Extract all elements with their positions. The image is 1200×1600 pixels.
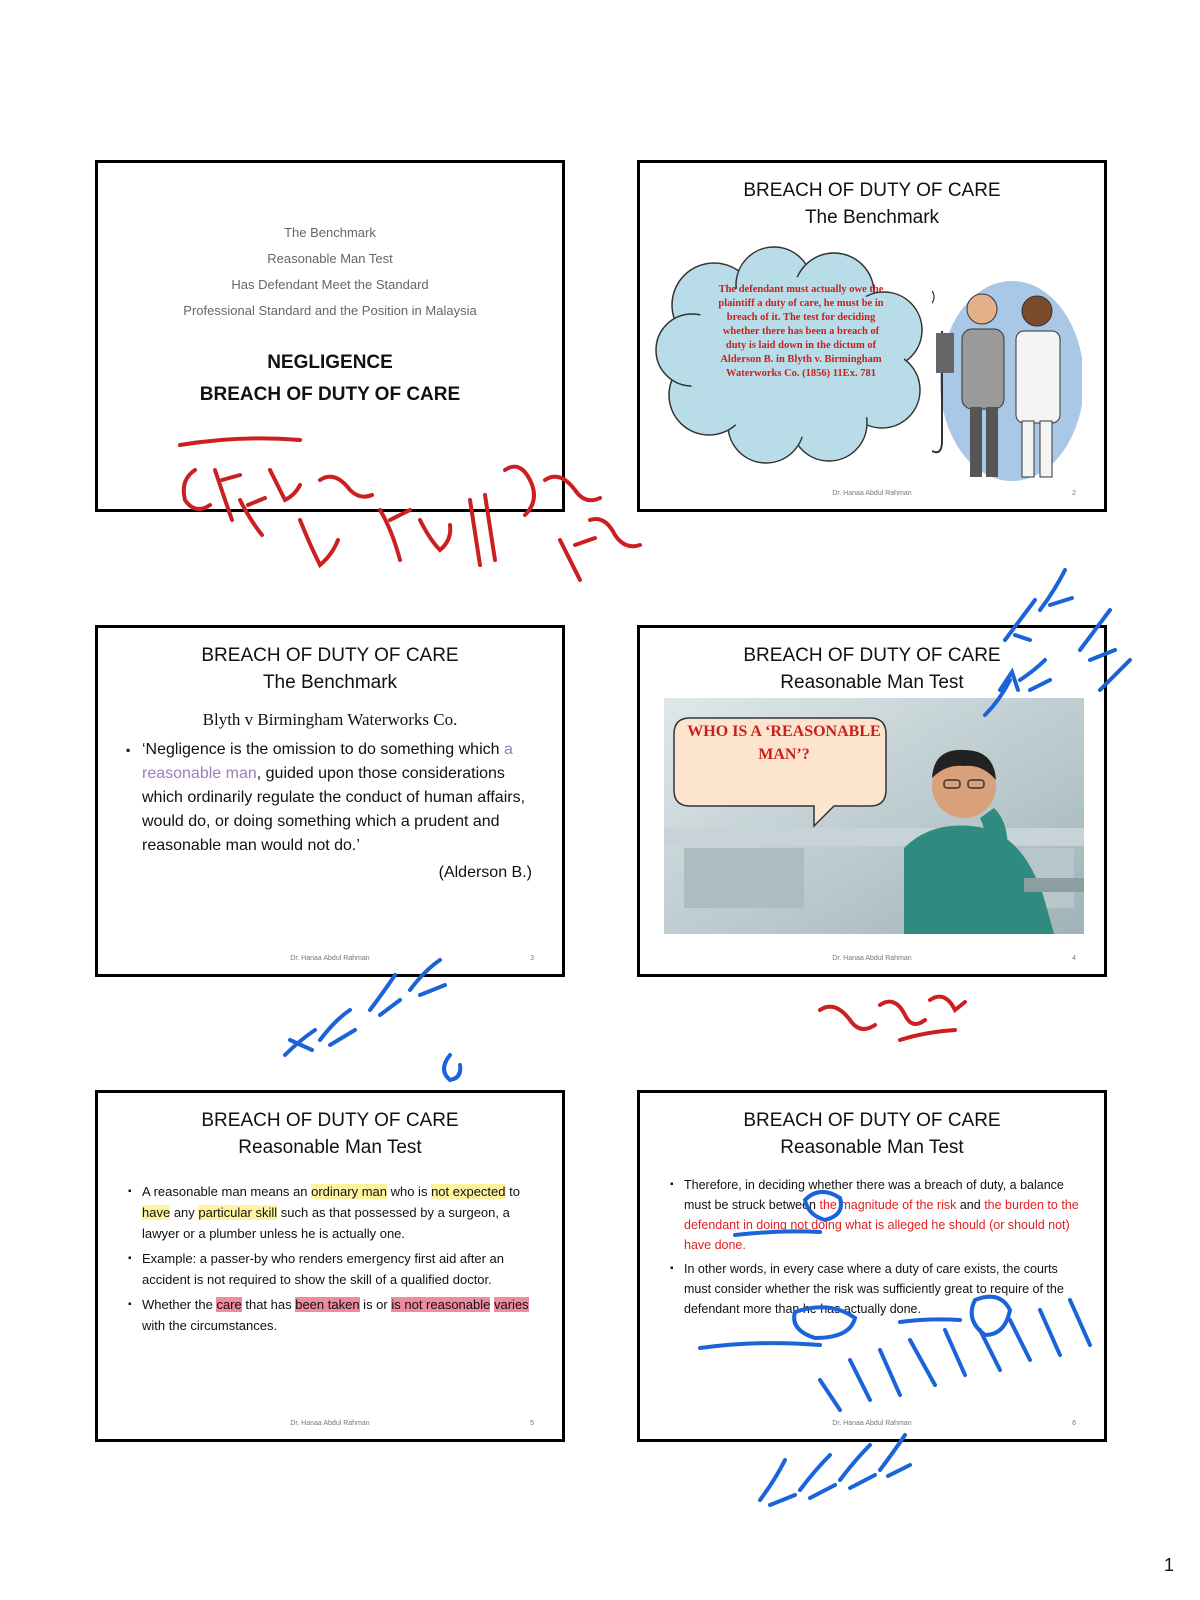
text: Therefore, in deciding whether there was a breach of duty, a balance must be struck between [684,1178,1064,1212]
text: A reasonable man means an [142,1184,312,1199]
bullet-list [128,1181,534,1336]
slide-4 [637,625,1107,977]
bullet-icon: ▪ [128,1186,132,1197]
bullet-icon: ▪ [128,1299,132,1310]
slide-subtitle: The Benchmark [804,207,940,228]
slide-title: BREACH OF DUTY OF CARE [743,645,1001,666]
slide-subtitle: The Benchmark [262,672,398,693]
slide-6 [637,1090,1107,1442]
highlight: varies [494,1297,529,1312]
doctor-patient-illustration [932,271,1082,481]
bullet-icon: ▪ [126,743,131,757]
text: is or [359,1297,392,1312]
text: Example: a passer-by who renders emergency first aid after an accident is not required to show the skill of a qualified doctor. [142,1251,505,1287]
slide-number: 4 [1072,955,1076,962]
highlight: is not reasonable [391,1297,491,1312]
bullet-icon: ▪ [670,1179,674,1190]
cloud-text: The defendant must actually owe the plaintiff a duty of care, he must be in breach of it. The test for deciding whether there has been a breach of duty is laid down in the dictum of Alderson B. in Blyth v. Birmingham Waterworks Co. (1856) 11Ex. 781 [718,284,884,379]
slide-number: 5 [530,1420,534,1427]
quote-text: ‘Negligence is the omission to do something which [142,741,504,758]
slide-title: BREACH OF DUTY OF CARE [743,1110,1001,1131]
slide-footer: Dr. Hanaa Abdul Rahman [290,955,370,962]
slide-footer: Dr. Hanaa Abdul Rahman [832,955,912,962]
text: any [170,1205,199,1220]
speech-bubble-text: WHO IS A ‘REASONABLE MAN’? [687,723,881,763]
slide-5 [95,1090,565,1442]
slide-subtitle: Reasonable Man Test [780,672,964,693]
highlight: ordinary man [311,1184,387,1199]
slide-footer: Dr. Hanaa Abdul Rahman [832,1420,912,1427]
highlight: care [216,1297,242,1312]
text: and [956,1198,985,1212]
bullet-item [670,1259,1082,1319]
bullet-item [128,1181,534,1244]
slide-number: 6 [1072,1420,1076,1427]
bullet-item [128,1248,534,1290]
bullet-icon: ▪ [128,1253,132,1264]
case-name: Blyth v Birmingham Waterworks Co. [202,710,458,729]
quote-attribution: (Alderson B.) [438,864,532,881]
slide-title: BREACH OF DUTY OF CARE [201,645,459,666]
slide-subtitle: Reasonable Man Test [238,1137,422,1158]
bullet-item [670,1175,1082,1255]
slide-subtitle: Reasonable Man Test [780,1137,964,1158]
slide-title: BREACH OF DUTY OF CARE [743,180,1001,201]
slide-1-title [98,347,562,411]
title-line-1: NEGLIGENCE [267,352,393,373]
agenda-list [98,223,562,321]
highlight: particular skill [198,1205,278,1220]
highlight: not expected [431,1184,506,1199]
title-line-2: BREACH OF DUTY OF CARE [199,384,461,405]
agenda-item: Reasonable Man Test [267,251,393,266]
text: to [505,1184,520,1199]
quote-bullet [126,738,536,858]
highlight: been taken [295,1297,360,1312]
text: who is [386,1184,432,1199]
slide-2 [637,160,1107,512]
slide-1 [95,160,565,512]
bullet-list [670,1175,1082,1319]
slide-number: 2 [1072,490,1076,497]
bullet-item [128,1294,534,1336]
text: In other words, in every case where a duty of care exists, the courts must consider whether the risk was sufficiently great to require of the defendant more than he has actually done. [684,1262,1064,1316]
slide-title: BREACH OF DUTY OF CARE [201,1110,459,1131]
text: with the circumstances. [142,1318,278,1333]
text: such as that possessed by a surgeon, a lawyer or a plumber unless he is actually one. [142,1205,510,1241]
quote-highlight: a reasonable man [142,741,513,782]
slide-3 [95,625,565,977]
page-number: 1 [1163,1555,1174,1575]
slide-footer: Dr. Hanaa Abdul Rahman [832,490,912,497]
slide-number: 3 [530,955,534,962]
bullet-icon: ▪ [670,1263,674,1274]
thought-cloud [654,245,934,465]
slide-footer: Dr. Hanaa Abdul Rahman [290,1420,370,1427]
agenda-item: Has Defendant Meet the Standard [231,277,429,292]
text: that has [241,1297,296,1312]
agenda-item: The Benchmark [284,225,376,240]
agenda-item: Professional Standard and the Position in Malaysia [183,303,477,318]
quote-text: , guided upon those considerations which ordinarily regulate the conduct of human affairs, would do, or doing something which a prudent and reasonable man would not do.’ [142,765,526,854]
red-text: the magnitude of the risk [819,1198,957,1212]
text: Whether the [142,1297,217,1312]
highlight: have [142,1205,171,1220]
red-text: the burden to the defendant in doing not doing what is alleged he should (or should not) have done. [684,1198,1079,1252]
